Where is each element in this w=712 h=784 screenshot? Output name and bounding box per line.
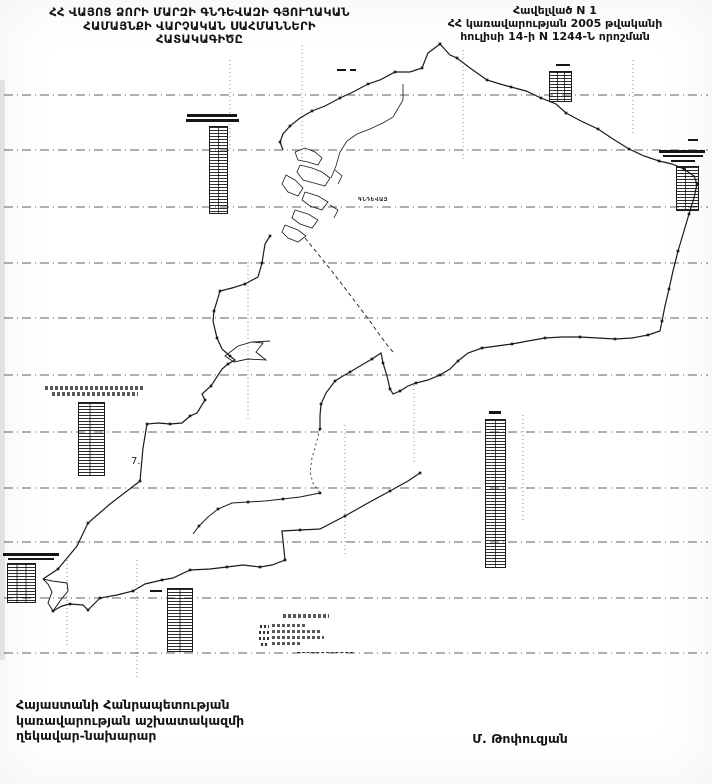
map-title-line1: ՀՀ ՎԱՅՈՑ ՁՈՐԻ ՄԱՐԶԻ ԳՆԴԵՎԱԶԻ ԳՅՈՒՂԱԿԱՆ: [49, 5, 350, 19]
village-name-label: ԳՆԴԵՎԱԶ: [358, 197, 389, 203]
table-caption-smudge: [52, 392, 138, 396]
table-header-bar: [489, 411, 501, 414]
legend-stream-icon: [261, 643, 269, 646]
table-header-bar: [187, 114, 237, 117]
signatory-title: [16, 697, 346, 744]
table-header-bar: [659, 150, 705, 153]
signatory-line1: Հայաստանի Հանրապետության: [16, 697, 230, 712]
legend-settlement-label-smudge: [272, 630, 320, 633]
coordinate-table: [167, 588, 193, 652]
table-header-bar: [350, 69, 356, 71]
annex-note: [402, 4, 708, 43]
legend-boundary-label-smudge: [272, 624, 306, 627]
map-title: [12, 6, 387, 47]
coordinate-table: [78, 402, 105, 476]
coordinate-table: [485, 419, 506, 568]
coordinate-table: [676, 166, 699, 211]
legend-stream-label-smudge: [272, 642, 302, 645]
coordinate-table: [7, 563, 36, 603]
map-title-line2: ՀԱՄԱՅՆՔԻ ՎԱՐՉԱԿԱՆ ՍԱՀՄԱՆՆԵՐԻ: [83, 18, 316, 33]
legend-road-icon: [259, 637, 269, 640]
signatory-line3: ղեկավար-նախարար: [16, 728, 157, 743]
coordinate-table: [209, 126, 228, 214]
table-header-bar: [8, 558, 54, 560]
legend-scale-line: [297, 652, 353, 653]
legend-title-smudge: [283, 614, 329, 618]
annex-line1: Հավելված N 1: [513, 4, 597, 17]
legend-boundary-icon: [260, 625, 269, 628]
coordinate-table: [549, 71, 572, 102]
annex-line3: հուլիսի 14-ի N 1244-Ն որոշման: [460, 30, 650, 43]
signature-name: Մ. Թոփուզյան: [472, 731, 568, 746]
signatory-line2: կառավարության աշխատակազմի: [16, 712, 245, 728]
stray-scan-mark: 7.: [131, 456, 141, 467]
map-title-line3: ՀԱՏԱԿԱԳԻԾԸ: [155, 32, 244, 46]
legend-road-label-smudge: [272, 636, 324, 639]
table-header-bar: [556, 64, 570, 66]
table-header-bar: [671, 160, 695, 162]
table-header-bar: [663, 155, 703, 157]
table-header-bar: [688, 139, 698, 141]
table-header-bar: [186, 119, 239, 122]
table-header-bar: [150, 590, 162, 592]
table-header-bar: [337, 69, 346, 71]
legend-settlement-icon: [259, 631, 269, 634]
annex-line2: ՀՀ կառավարության 2005 թվականի: [447, 17, 663, 30]
table-header-bar: [3, 553, 59, 556]
table-caption-smudge: [45, 386, 145, 390]
